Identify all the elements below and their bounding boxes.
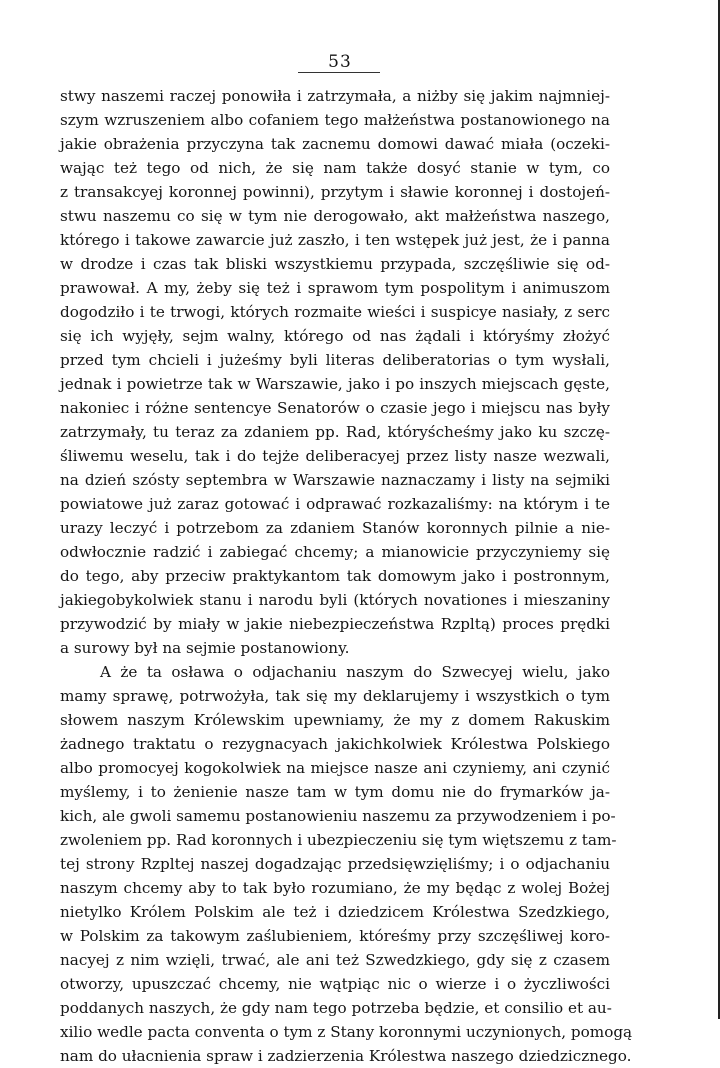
text-line: odwłocznie radzić i zabiegać chcemy; a mianowicie przyczyniemy się [60, 543, 610, 561]
text-line: w drodze i czas tak bliski wszystkiemu przypada, szczęśliwie się od- [60, 255, 610, 273]
text-line: do tego, aby przeciw praktykantom tak domowym jako i postronnym, [60, 567, 610, 585]
text-line: zwoleniem pp. Rad koronnych i ubezpieczeniu się tym więtszemu z tam- [60, 831, 617, 849]
body-text [60, 84, 633, 1068]
text-line: nacyej z nim wzięli, trwać, ale ani też Szwedzkiego, gdy się z czasem [60, 951, 610, 969]
text-line: naszym chcemy aby to tak było rozumiano, że my będąc z wolej Bożej [60, 879, 610, 897]
text-line: otworzy, upuszczać chcemy, nie wątpiąc nic o wierze i o życzliwości [60, 975, 610, 993]
text-line: urazy leczyć i potrzebom za zdaniem Stanów koronnych pilnie a nie- [60, 519, 610, 537]
page-number-rule [298, 72, 380, 73]
text-line: a surowy był na sejmie postanowiony. [60, 639, 350, 657]
text-line: wając też tego od nich, że się nam także dosyć stanie w tym, co [60, 159, 610, 177]
page-number: 53 [328, 52, 352, 72]
text-line: na dzień szósty septembra w Warszawie naznaczamy i listy na sejmiki [60, 471, 610, 489]
text-line: szym wzruszeniem albo cofaniem tego małżeństwa postanowionego na [60, 111, 610, 129]
text-line: słowem naszym Królewskim upewniamy, że my z domem Rakuskim [60, 711, 610, 729]
text-line: prawował. A my, żeby się też i sprawom tym pospolitym i animuszom [60, 279, 610, 297]
text-line: nam do ułacnienia spraw i zadzierzenia Królestwa naszego dziedzicznego. [60, 1047, 632, 1065]
text-line: A że ta osława o odjachaniu naszym do Szwecyej wielu, jako [100, 663, 610, 681]
text-line: z transakcyej koronnej powinni), przytym i sławie koronnej i dostojeń- [60, 183, 610, 201]
text-line: jakiegobykolwiek stanu i narodu byli (których novationes i mieszaniny [60, 591, 610, 609]
text-line: nakoniec i różne sentencye Senatorów o czasie jego i miejscu nas były [60, 399, 610, 417]
text-line: żadnego traktatu o rezygnacyach jakichkolwiek Królestwa Polskiego [60, 735, 610, 753]
text-line: myślemy, i to żenienie nasze tam w tym domu nie do frymarków ja- [60, 783, 610, 801]
text-line: albo promocyej kogokolwiek na miejsce nasze ani czyniemy, ani czynić [60, 759, 610, 777]
text-line: stwy naszemi raczej ponowiła i zatrzymała, a niżby się jakim najmniej- [60, 87, 610, 105]
text-line: którego i takowe zawarcie już zaszło, i ten wstępek już jest, że i panna [60, 231, 610, 249]
text-line: zatrzymały, tu teraz za zdaniem pp. Rad, któryścheśmy jako ku szczę- [60, 423, 610, 441]
text-line: xilio wedle pacta conventa o tym z Stany koronnymi uczynionych, pomogą [60, 1023, 633, 1041]
text-line: w Polskim za takowym zaślubieniem, któreśmy przy szczęśliwej koro- [60, 927, 610, 945]
text-line: śliwemu weselu, tak i do tejże deliberacyej przez listy nasze wezwali, [60, 447, 610, 465]
paragraph-1 [60, 84, 610, 660]
text-line: powiatowe już zaraz gotować i odprawać rozkazaliśmy: na którym i te [60, 495, 610, 513]
paragraph-2 [60, 660, 633, 1068]
text-line: mamy sprawę, potrwożyła, tak się my deklarujemy i wszystkich o tym [60, 687, 610, 705]
text-line: jednak i powietrze tak w Warszawie, jako i po inszych miejscach gęste, [60, 375, 610, 393]
text-line: dogodziło i te trwogi, których rozmaite wieści i suspicye nasiały, z serc [60, 303, 610, 321]
text-line: stwu naszemu co się w tym nie derogowało, akt małżeństwa naszego, [60, 207, 610, 225]
text-line: przywodzić by miały w jakie niebezpieczeństwa Rzpltą) proces prędki [60, 615, 610, 633]
text-line: poddanych naszych, że gdy nam tego potrzeba będzie, et consilio et au- [60, 999, 612, 1017]
text-line: tej strony Rzpltej naszej dogadzając przedsięwzięliśmy; i o odjachaniu [60, 855, 610, 873]
text-line: nietylko Królem Polskim ale też i dziedzicem Królestwa Szedzkiego, [60, 903, 610, 921]
text-line: jakie obrażenia przyczyna tak zacnemu domowi dawać miała (oczeki- [60, 135, 610, 153]
text-line: przed tym chcieli i jużeśmy byli literas deliberatorias o tym wysłali, [60, 351, 610, 369]
text-line: kich, ale gwoli samemu postanowieniu naszemu za przywodzeniem i po- [60, 807, 616, 825]
text-line: się ich wyjęły, sejm walny, którego od nas żądali i któryśmy złożyć [60, 327, 610, 345]
